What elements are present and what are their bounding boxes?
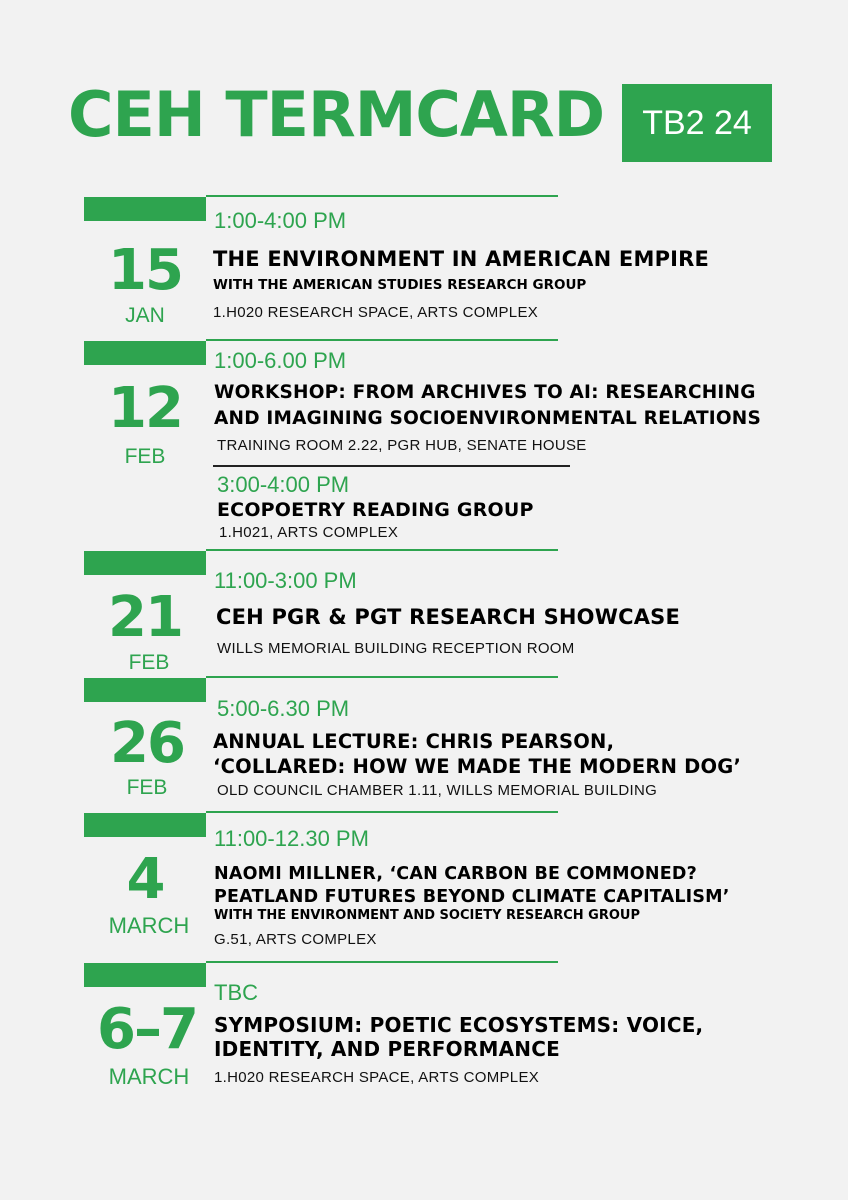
event-day: 12 [108,376,182,441]
subevent-time: 3:00-4:00 PM [217,472,350,497]
event-title-line2: AND IMAGINING SOCIOENVIRONMENTAL RELATIONS [214,408,762,429]
event-venue: 1.H020 RESEARCH SPACE, ARTS COMPLEX [214,1069,540,1086]
event-title-line2: PEATLAND FUTURES BEYOND CLIMATE CAPITALISM’ [214,887,730,907]
subevent-divider [213,465,570,467]
event-title-line1: ANNUAL LECTURE: CHRIS PEARSON, [213,730,615,753]
event-day: 6–7 [97,997,197,1062]
event-month: JAN [125,304,165,327]
subevent-venue: 1.H021, ARTS COMPLEX [219,524,399,541]
section-bar [84,341,206,365]
section-divider [206,676,558,678]
event-time: 1:00-6.00 PM [214,348,347,373]
event-venue: 1.H020 RESEARCH SPACE, ARTS COMPLEX [213,304,539,321]
section-bar [84,678,206,702]
event-time: 5:00-6.30 PM [217,696,350,721]
event-title-line1: SYMPOSIUM: POETIC ECOSYSTEMS: VOICE, [214,1013,704,1037]
section-bar [84,963,206,987]
event-subtitle: WITH THE ENVIRONMENT AND SOCIETY RESEARCH GROUP [214,908,640,923]
event-month: MARCH [108,1064,190,1089]
section-bar [84,197,206,221]
event-venue: WILLS MEMORIAL BUILDING RECEPTION ROOM [217,640,575,657]
section-bar [84,551,206,575]
event-day: 26 [110,711,184,776]
event-venue: G.51, ARTS COMPLEX [214,931,377,948]
event-title-line1: WORKSHOP: FROM ARCHIVES TO AI: RESEARCHING [214,382,756,403]
event-month: FEB [126,776,168,799]
event-month: FEB [124,445,166,468]
event-title-line1: NAOMI MILLNER, ‘CAN CARBON BE COMMONED? [214,864,697,884]
event-day: 21 [108,585,182,650]
event-time: 1:00-4:00 PM [214,208,347,233]
subevent-title: ECOPOETRY READING GROUP [217,499,534,521]
section-divider [206,195,558,197]
event-time: 11:00-12.30 PM [214,826,369,851]
event-day: 15 [108,238,182,303]
section-divider [206,549,558,551]
page-title: CEH TERMCARD [68,78,605,151]
event-venue: TRAINING ROOM 2.22, PGR HUB, SENATE HOUSE [217,437,587,454]
event-time: TBC [214,980,258,1005]
event-title: CEH PGR & PGT RESEARCH SHOWCASE [216,605,681,629]
event-month: FEB [128,651,170,674]
event-subtitle: WITH THE AMERICAN STUDIES RESEARCH GROUP [213,277,587,293]
event-day: 4 [126,847,164,912]
event-month: MARCH [108,913,190,938]
section-divider [206,961,558,963]
term-badge: TB2 24 [622,84,772,162]
section-divider [206,339,558,341]
event-title-line2: ‘COLLARED: HOW WE MADE THE MODERN DOG’ [213,755,742,778]
event-time: 11:00-3:00 PM [214,568,357,593]
section-divider [206,811,558,813]
event-title: THE ENVIRONMENT IN AMERICAN EMPIRE [213,247,710,271]
section-bar [84,813,206,837]
event-venue: OLD COUNCIL CHAMBER 1.11, WILLS MEMORIAL BUILDING [217,782,658,799]
event-title-line2: IDENTITY, AND PERFORMANCE [214,1037,560,1061]
